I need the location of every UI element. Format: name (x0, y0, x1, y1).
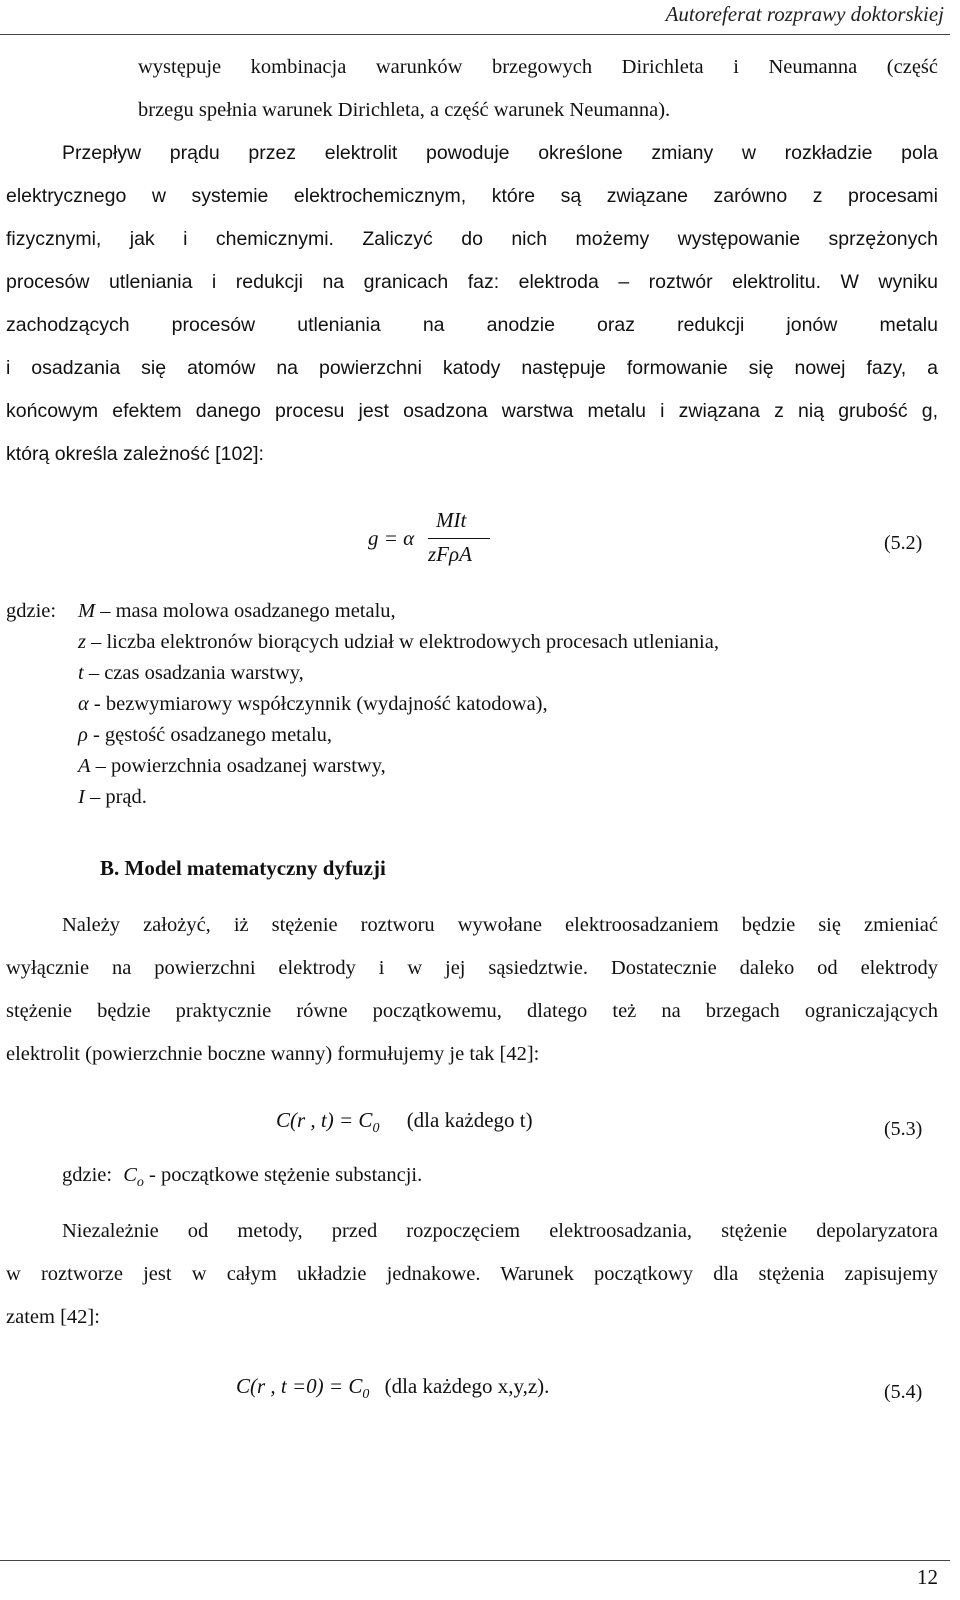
text-line: Przepływ prądu przez elektrolit powoduje określone zmiany w rozkładzie pola (62, 142, 938, 164)
definition-item: ρ - gęstość osadzanego metalu, (78, 724, 333, 746)
header-title: Autoreferat rozprawy doktorskiej (665, 2, 944, 26)
paragraph-initial-condition (6, 1210, 938, 1339)
page-header (0, 0, 950, 38)
text-line: procesów utleniania i redukcji na granicach faz: elektroda – roztwór elektrolitu. W wyniku (6, 271, 938, 293)
definition-item: M – masa molowa osadzanego metalu, (78, 600, 396, 622)
fraction-bar (428, 538, 490, 539)
text-line: elektrycznego w systemie elektrochemicznym, które są związane zarówno z procesami (6, 185, 938, 207)
text-line: występuje kombinacja warunków brzegowych Dirichleta i Neumanna (część (138, 56, 938, 78)
text-line: stężenie będzie praktycznie równe początkowemu, dlatego też na brzegach ograniczających (6, 1000, 938, 1022)
text-line: brzegu spełnia warunek Dirichleta, a część warunek Neumanna). (138, 99, 671, 121)
definition-item: A – powierzchnia osadzanej warstwy, (78, 755, 386, 777)
equation-denominator: zFρA (428, 542, 472, 566)
equation-number-5-2: (5.2) (884, 532, 923, 554)
equation-5-3 (276, 1108, 533, 1137)
equation-5-4 (236, 1374, 549, 1403)
page-number: 12 (917, 1565, 938, 1589)
text-line: w roztworze jest w całym układzie jednakowe. Warunek początkowy dla stężenia zapisujemy (6, 1263, 938, 1285)
paragraph-electrolyte (6, 132, 938, 476)
text-line: fizycznymi, jak i chemicznymi. Zaliczyć do nich możemy występowanie sprzężonych (6, 228, 938, 250)
equation-lhs: g = α (368, 526, 415, 550)
definition-item: α - bezwymiarowy współczynnik (wydajność katodowa), (78, 693, 548, 715)
footer-divider (0, 1560, 950, 1561)
equation-numerator: MIt (436, 508, 467, 532)
text-line: końcowym efektem danego procesu jest osadzona warstwa metalu i związana z nią grubość g, (6, 400, 938, 422)
equation-expression: C(r , t) = C (276, 1108, 373, 1132)
header-divider (0, 34, 950, 35)
equation-note: (dla każdego x,y,z). (384, 1374, 550, 1398)
text-line: zachodzących procesów utleniania na anodzie oraz redukcji jonów metalu (6, 314, 938, 336)
equation-note: (dla każdego t) (406, 1108, 533, 1132)
equation-subscript: 0 (372, 1121, 380, 1137)
definition-item: z – liczba elektronów biorących udział w elektrodowych procesach utleniania, (78, 631, 719, 653)
section-heading: B. Model matematyczny dyfuzji (100, 856, 386, 880)
paragraph-continuation (138, 46, 938, 132)
text-line: zatem [42]: (6, 1306, 100, 1328)
equation-5-3-where: gdzie: $C_o$ - początkowe stężenie substancji. (62, 1164, 423, 1191)
equation-5-2 (368, 508, 528, 578)
definition-item: I – prąd. (78, 786, 147, 808)
text-line: którą określa zależność [102]: (6, 443, 264, 465)
text-line: Należy założyć, iż stężenie roztworu wywołane elektroosadzaniem będzie się zmieniać (62, 914, 938, 936)
equation-number-5-3: (5.3) (884, 1118, 923, 1140)
text-line: i osadzania się atomów na powierzchni katody następuje formowanie się nowej fazy, a (6, 357, 938, 379)
equation-subscript: 0 (362, 1387, 370, 1403)
text-line: Niezależnie od metody, przed rozpoczęciem elektroosadzania, stężenie depolaryzatora (62, 1220, 938, 1242)
equation-expression: C(r , t =0) = C (236, 1374, 363, 1398)
paragraph-concentration (6, 904, 938, 1076)
text-line: elektrolit (powierzchnie boczne wanny) formułujemy je tak [42]: (6, 1043, 540, 1065)
where-label: gdzie: (6, 600, 57, 622)
definition-item: t – czas osadzania warstwy, (78, 662, 304, 684)
text-line: wyłącznie na powierzchni elektrody i w jej sąsiedztwie. Dostatecznie daleko od elektrody (6, 957, 938, 979)
equation-number-5-4: (5.4) (884, 1381, 923, 1403)
